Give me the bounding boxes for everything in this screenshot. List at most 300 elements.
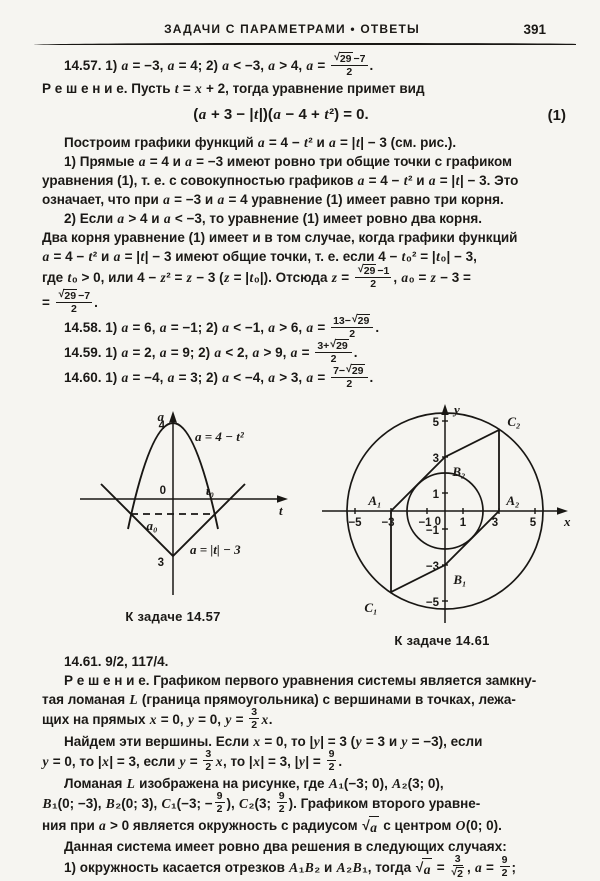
math-variable: a — [121, 345, 129, 361]
sqrt-expression — [362, 816, 378, 837]
text-run: ₂ — [346, 860, 353, 876]
text-run: 2 — [330, 353, 337, 365]
ytick-1: 1 — [432, 489, 439, 501]
math-variable: a — [159, 320, 167, 336]
text-run: Р е ш е н и е. Графиком первого уравнения системы является замкну- — [64, 673, 537, 688]
math-variable: a — [329, 135, 336, 150]
text-line — [42, 363, 570, 391]
math-variable: y — [225, 712, 232, 728]
math-variable: t — [355, 135, 360, 150]
a-axis-arrow-icon — [169, 411, 176, 422]
text-run: = — [179, 81, 195, 96]
math-variable: t — [455, 173, 460, 188]
text-run: ² и — [407, 173, 429, 188]
text-line — [42, 209, 570, 228]
text-run: | = 3, | — [260, 754, 299, 770]
math-variable: t — [249, 270, 254, 286]
text-run: = −3, — [128, 58, 168, 74]
math-variable: x — [253, 754, 260, 770]
text-run: > 6, — [275, 320, 306, 336]
math-variable: a — [163, 211, 171, 226]
text-run: ₁(−3; 0), — [338, 776, 392, 791]
math-variable: a — [306, 370, 314, 386]
math-variable: a — [222, 370, 229, 386]
text-run: 1) окружность касается отрезков — [64, 860, 289, 876]
equation-row — [42, 106, 570, 124]
text-run: . — [268, 712, 273, 728]
fraction — [277, 791, 287, 814]
text-run: 9 — [278, 790, 285, 802]
math-variable: a — [167, 370, 175, 386]
math-variable: a — [268, 320, 276, 336]
text-run: = — [313, 58, 330, 74]
math-variable: t — [436, 249, 440, 264]
text-run: 2 — [457, 868, 464, 880]
text-run: | = — [305, 754, 325, 770]
math-variable: t — [67, 270, 72, 286]
math-variable: a — [214, 345, 222, 361]
text-run: < 2, — [221, 345, 253, 361]
text-run: 29 — [357, 315, 370, 327]
text-line — [42, 313, 570, 341]
text-run: | = 3 ( — [320, 734, 356, 749]
fraction — [315, 339, 351, 364]
text-run: ₁(−3; − — [171, 796, 213, 812]
math-variable: x — [215, 754, 223, 770]
math-variable: a — [113, 249, 121, 264]
text-run: 2 — [205, 761, 212, 773]
fraction — [215, 791, 225, 814]
text-run: = — [186, 754, 202, 770]
text-run: > 4 и — [124, 211, 164, 226]
text-run: 2 — [349, 328, 356, 340]
text-run: = 4 и — [145, 154, 185, 169]
text-run: = — [313, 320, 330, 336]
xtick-neg1: −1 — [418, 517, 432, 529]
math-variable: x — [194, 81, 202, 96]
answers-14-57-to-14-60 — [42, 133, 570, 391]
xtick-1: 1 — [459, 517, 467, 529]
math-variable: O — [455, 818, 466, 833]
text-run: = 2, — [128, 345, 160, 361]
text-line — [42, 837, 570, 856]
text-run: < −3, — [229, 58, 268, 74]
text-line — [42, 288, 570, 316]
math-variable: a — [273, 107, 281, 123]
text-run: тая ломаная — [42, 692, 129, 707]
fraction — [327, 749, 337, 772]
figure-14-61-plot — [312, 399, 572, 629]
text-run: 14.61. 9/2, 117/4. — [64, 654, 169, 669]
sqrt-expression — [358, 264, 376, 276]
text-run: ₂(0; 3), — [115, 796, 162, 812]
math-variable: a — [357, 173, 365, 188]
math-variable: a — [163, 192, 170, 207]
text-run: = — [433, 860, 449, 876]
text-run: > 4, — [275, 58, 306, 74]
text-run: = 0, — [194, 712, 225, 728]
text-run: ₂ и — [314, 860, 337, 876]
math-variable: a — [268, 58, 276, 74]
point-A1-label: A₁ — [368, 493, 382, 508]
text-run: . — [94, 295, 98, 311]
math-variable: a — [117, 211, 125, 226]
text-line — [42, 706, 570, 732]
math-variable: a — [222, 320, 229, 336]
text-run: −1 — [377, 265, 390, 277]
text-run: уравнения (1), т. е. с совокупностью графиков — [42, 173, 358, 188]
text-run: Найдем эти вершины. Если — [64, 734, 253, 749]
math-variable: x — [261, 712, 269, 728]
radical-icon: √ — [357, 263, 364, 275]
text-run: > 3, — [275, 370, 306, 386]
math-variable: A — [328, 776, 338, 791]
text-run: | − 3. Это — [459, 173, 519, 188]
sqrt-expression — [416, 858, 432, 879]
math-variable: y — [313, 734, 320, 749]
sqrt-expression — [330, 339, 348, 351]
text-run: (граница прямоугольника) с вершинами в точках, лежа- — [138, 692, 516, 707]
figures-row — [42, 399, 570, 648]
y-axis-label: y — [454, 402, 460, 417]
text-run: , — [467, 860, 475, 876]
fraction — [450, 854, 465, 879]
math-variable: a — [198, 107, 207, 123]
header-title: ЗАДАЧИ С ПАРАМЕТРАМИ • ОТВЕТЫ — [164, 22, 420, 36]
text-run: = | — [436, 173, 456, 188]
text-run: = 9; 2) — [166, 345, 214, 361]
text-line — [42, 732, 570, 751]
figure-14-61-caption: К задаче 14.61 — [394, 633, 490, 648]
equation-body — [42, 106, 520, 124]
xtick-3: 3 — [491, 517, 499, 529]
text-run: . — [369, 58, 374, 74]
math-variable: A — [336, 860, 346, 876]
math-variable: B — [42, 796, 52, 812]
sqrt-expression — [334, 52, 352, 64]
text-run: 3+ — [317, 340, 330, 352]
text-run: ), — [226, 796, 239, 812]
math-variable: a — [185, 154, 192, 169]
text-line — [42, 152, 570, 171]
text-run: Ломаная — [64, 776, 127, 791]
text-run: = −3 имеют ровно три общие точки с графиком — [192, 154, 513, 169]
text-run: = 4 − — [49, 249, 89, 264]
text-run: (0; 0). — [465, 818, 502, 833]
text-run: = — [42, 295, 54, 311]
xtick-5: 5 — [529, 517, 537, 529]
math-variable: L — [129, 692, 138, 707]
t0-label: t₀ — [205, 483, 215, 498]
text-run: = 4 − — [265, 135, 304, 150]
math-variable: t — [174, 81, 179, 96]
text-run: 3 — [454, 853, 461, 865]
text-run: 2 — [328, 761, 335, 773]
text-run: 29 — [64, 290, 77, 302]
text-run: = −3), если — [407, 734, 483, 749]
text-run: ₂(3; 0), — [401, 776, 444, 791]
math-variable: a — [159, 345, 167, 361]
math-variable: C — [161, 796, 171, 812]
text-run: − 3 = — [436, 270, 471, 286]
text-run: 9 — [501, 854, 508, 866]
math-variable: t — [88, 249, 93, 264]
text-line — [42, 853, 570, 881]
text-run: > 9, — [259, 345, 291, 361]
text-run: ₀ > 0, или 4 − — [71, 270, 161, 286]
text-run: 2 — [251, 719, 258, 731]
math-variable: A — [289, 860, 299, 876]
math-variable: a — [428, 173, 436, 188]
text-run: 2 — [216, 803, 223, 815]
text-run: |)( — [258, 106, 273, 123]
fraction — [331, 52, 367, 77]
text-run: < −1, — [229, 320, 268, 336]
math-variable: t — [401, 249, 406, 264]
math-variable: B — [352, 860, 362, 876]
text-line — [42, 79, 570, 98]
text-line — [42, 690, 570, 709]
text-line — [42, 228, 570, 247]
math-variable: a — [401, 270, 409, 286]
math-variable: t — [303, 135, 308, 150]
math-variable: a — [222, 58, 229, 74]
text-run: ² = — [166, 270, 187, 286]
origin-label: 0 — [159, 485, 166, 497]
text-run: ). Графиком второго уравне- — [288, 796, 481, 812]
text-run: 13− — [333, 315, 351, 327]
radical-icon: √ — [415, 860, 424, 876]
t-axis-label: t — [279, 503, 283, 518]
math-variable: a — [138, 154, 146, 169]
text-run: = — [231, 712, 248, 728]
text-run: означает, что при — [42, 192, 163, 207]
text-run: 3 — [251, 706, 258, 718]
math-variable: a — [290, 345, 298, 361]
text-run: Два корня уравнение (1) имеет и в том случае, когда графики функций — [42, 230, 518, 245]
text-run: 2 — [70, 303, 77, 315]
text-run: ² и — [308, 135, 329, 150]
math-variable: y — [179, 754, 186, 770]
equation-number: (1) — [547, 106, 566, 124]
text-run: , то | — [222, 754, 253, 770]
sqrt-expression — [346, 364, 364, 376]
math-variable: a — [121, 370, 129, 386]
text-run: = 0, то | — [260, 734, 314, 749]
text-run: . — [353, 345, 358, 361]
text-run: = 4 уравнение (1) имеет равно три корня. — [224, 192, 504, 207]
radical-icon: √ — [334, 51, 340, 63]
text-run: ; — [511, 860, 517, 876]
radical-icon: √ — [330, 338, 337, 350]
math-variable: x — [149, 712, 157, 728]
text-run: = −1; 2) — [166, 320, 222, 336]
text-run: −7 — [353, 53, 366, 65]
text-run: | − 3 имеют общие точки, т. е. если 4 − — [144, 249, 402, 264]
text-line — [42, 190, 570, 209]
point-B1-label: B₁ — [453, 572, 467, 587]
text-run: 2 — [370, 278, 377, 290]
ytick-3: 3 — [432, 453, 439, 465]
text-run: ₁ — [298, 860, 305, 876]
text-run: ²) = 0. — [329, 106, 369, 123]
fraction — [249, 707, 259, 730]
math-variable: x — [102, 754, 109, 770]
text-line — [42, 774, 570, 793]
y-axis-arrow-icon — [441, 404, 448, 415]
math-variable: z — [186, 270, 192, 286]
text-run: 2) Если — [64, 211, 117, 226]
text-line — [42, 748, 570, 774]
math-variable: a — [121, 58, 129, 74]
text-line — [42, 263, 570, 291]
fraction — [203, 749, 213, 772]
math-variable: a — [306, 58, 314, 74]
text-line — [42, 133, 570, 152]
text-run: 1) Прямые — [64, 154, 139, 169]
text-run: ₁, тогда — [362, 860, 415, 876]
text-run: > 0 является окружность с радиусом — [106, 818, 362, 833]
radical-icon: √ — [451, 866, 458, 878]
text-run: = | — [229, 270, 250, 286]
math-variable: y — [187, 712, 194, 728]
ytick-neg3: −3 — [425, 561, 439, 573]
math-variable: B — [304, 860, 314, 876]
figure-14-57 — [48, 407, 298, 624]
tick-label-4: 4 — [158, 420, 165, 432]
parabola-label: a = 4 − t² — [195, 429, 244, 444]
text-run: + 2, тогда уравнение примет вид — [202, 81, 425, 96]
math-variable: a — [475, 860, 482, 876]
tick-label-3: 3 — [157, 557, 164, 569]
figure-14-61 — [312, 399, 572, 648]
radical-icon: √ — [362, 818, 370, 833]
vshape-label: a = |t| − 3 — [190, 542, 241, 557]
text-run: Р е ш е н и е. Пусть — [42, 81, 175, 96]
fraction — [355, 264, 391, 289]
text-line — [42, 338, 570, 366]
text-run: 29 — [339, 53, 352, 65]
a-axis-label: a — [157, 409, 164, 424]
math-variable: a — [217, 192, 225, 207]
math-variable: a — [167, 58, 175, 74]
radical-icon: √ — [58, 288, 65, 300]
xtick-neg3: −3 — [381, 517, 395, 529]
math-variable: a — [257, 135, 265, 150]
text-run: = 4 − — [364, 173, 404, 188]
math-variable: a — [370, 820, 378, 835]
point-C1-label: C₁ — [364, 600, 378, 615]
text-run: ² и — [92, 249, 114, 264]
text-run: 9 — [328, 748, 335, 760]
text-run: = | — [336, 135, 356, 150]
math-variable: z — [224, 270, 230, 286]
text-run: где — [42, 270, 67, 286]
text-run: ₁(0; −3), — [52, 796, 106, 812]
text-run: = 6, — [128, 320, 160, 336]
math-variable: z — [160, 270, 166, 286]
text-line — [42, 247, 570, 266]
text-run: + 3 − | — [206, 106, 254, 123]
text-run: ₀ = — [408, 270, 431, 286]
math-variable: z — [331, 270, 338, 286]
text-run: ₀² = | — [405, 249, 436, 264]
ytick-5: 5 — [432, 417, 439, 429]
point-C2-label: C₂ — [507, 414, 521, 429]
ytick-neg1: −1 — [425, 525, 439, 537]
text-line — [42, 671, 570, 690]
sqrt-expression — [451, 867, 464, 879]
text-run: 2 — [346, 378, 353, 390]
sqrt-expression — [352, 314, 370, 326]
x-axis-label: x — [564, 514, 571, 529]
text-run: Построим графики функций — [64, 135, 258, 150]
text-run: 14.57. 1) — [64, 58, 122, 74]
math-variable: y — [355, 734, 362, 749]
text-run: 29 — [351, 365, 364, 377]
radical-icon: √ — [351, 313, 358, 325]
text-run: < −4, — [229, 370, 268, 386]
text-run: , — [393, 270, 401, 286]
point-A2-label: A₂ — [506, 493, 520, 508]
a0-label: a₀ — [146, 518, 158, 533]
text-run: 3 — [205, 748, 212, 760]
text-run: − 4 + — [281, 106, 324, 123]
page-header — [42, 22, 570, 40]
sqrt-expression — [59, 289, 77, 301]
fraction — [56, 289, 92, 314]
text-run: = −4, — [128, 370, 168, 386]
text-line — [42, 171, 570, 190]
text-run: с центром — [379, 818, 456, 833]
math-variable: t — [254, 107, 259, 123]
text-run: ₀| − 3, — [440, 249, 477, 264]
text-run: = 0, то | — [49, 754, 102, 770]
math-variable: a — [121, 320, 129, 336]
text-line — [42, 652, 570, 671]
text-run: 14.60. 1) — [64, 370, 122, 386]
text-run: < −3, то уравнение (1) имеет ровно два корня. — [171, 211, 483, 226]
text-run: . — [369, 370, 374, 386]
figure-14-57-plot — [48, 407, 298, 605]
math-variable: C — [239, 796, 249, 812]
figure-14-57-caption: К задаче 14.57 — [125, 609, 221, 624]
header-rule — [34, 43, 576, 45]
math-variable: y — [298, 754, 305, 770]
text-run: 29 — [363, 265, 376, 277]
text-line — [42, 790, 570, 816]
page-number: 391 — [523, 22, 546, 37]
fraction — [331, 314, 373, 339]
point-B2-label: B₂ — [452, 464, 466, 479]
text-run: 14.59. 1) — [64, 345, 122, 361]
text-run: = 0, — [157, 712, 188, 728]
text-run: = — [313, 370, 330, 386]
text-run: ₀|). Отсюда — [253, 270, 332, 286]
math-variable: a — [268, 370, 276, 386]
text-run: = — [337, 270, 353, 286]
text-run: ₂(3; — [248, 796, 275, 812]
math-variable: B — [105, 796, 115, 812]
fraction — [500, 855, 510, 878]
xtick-neg5: −5 — [348, 517, 362, 529]
math-variable: x — [253, 734, 261, 749]
ytick-neg5: −5 — [425, 597, 439, 609]
text-run: . — [338, 754, 343, 770]
math-variable: a — [42, 249, 50, 264]
math-variable: y — [401, 734, 408, 749]
text-run: Данная система имеет ровно два решения в следующих случаях: — [64, 839, 507, 854]
